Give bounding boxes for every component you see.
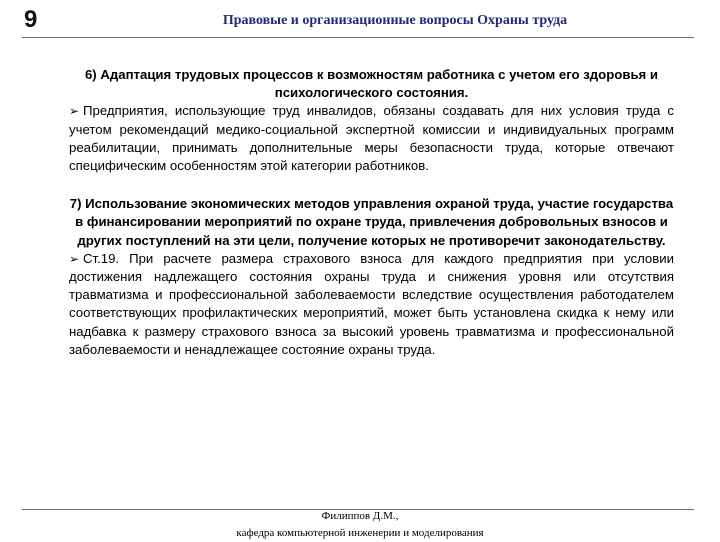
footer-author: Филиппов Д.М., bbox=[321, 510, 399, 522]
slide-number: 9 bbox=[24, 6, 38, 33]
arrowhead-bullet-icon: ➢ bbox=[69, 104, 80, 119]
arrowhead-bullet-icon: ➢ bbox=[69, 251, 80, 266]
footer bbox=[0, 508, 720, 542]
section-7-paragraph bbox=[69, 250, 674, 359]
section-6-heading: 6) Адаптация трудовых процессов к возможностям работника с учетом его здоровья и психологического состояния. bbox=[84, 67, 659, 101]
section-7-heading: 7) Использование экономических методов управления охраной труда, участие государства в финансировании мероприятий по охране труда, привлечения добровольных взносов и других поступлений на эти цели, получение которых не противоречит законодательству. bbox=[69, 196, 674, 248]
slide-title: Правовые и организационные вопросы Охраны труда bbox=[222, 13, 568, 28]
section-6-text: Предприятия, использующие труд инвалидов, обязаны создавать для них условия труда с учетом рекомендаций медико-социальной экспертной комиссии и индивидуальных программ реабилитации, принимать дополнительные меры безопасности труда, которые отвечают специфическим особенностям этой категории работников. bbox=[69, 103, 674, 174]
section-6-paragraph bbox=[69, 102, 674, 175]
slide-content bbox=[69, 66, 674, 359]
header-divider bbox=[22, 37, 694, 38]
footer-department: кафедра компьютерной инженерии и моделирования bbox=[236, 527, 484, 539]
section-7-text: Ст.19. При расчете размера страхового взноса для каждого предприятия при условии достижения надлежащего состояния охраны труда и снижения уровня или отсутствия травматизма и профессиональной заболеваемости вследствие осуществления работодателем соответствующих профилактических мероприятий, может быть установлена скидка к нему или надбавка к размеру страхового взноса за высокий уровень травматизма и профессиональной заболеваемости и ненадлежащее состояние охраны труда. bbox=[69, 250, 674, 357]
